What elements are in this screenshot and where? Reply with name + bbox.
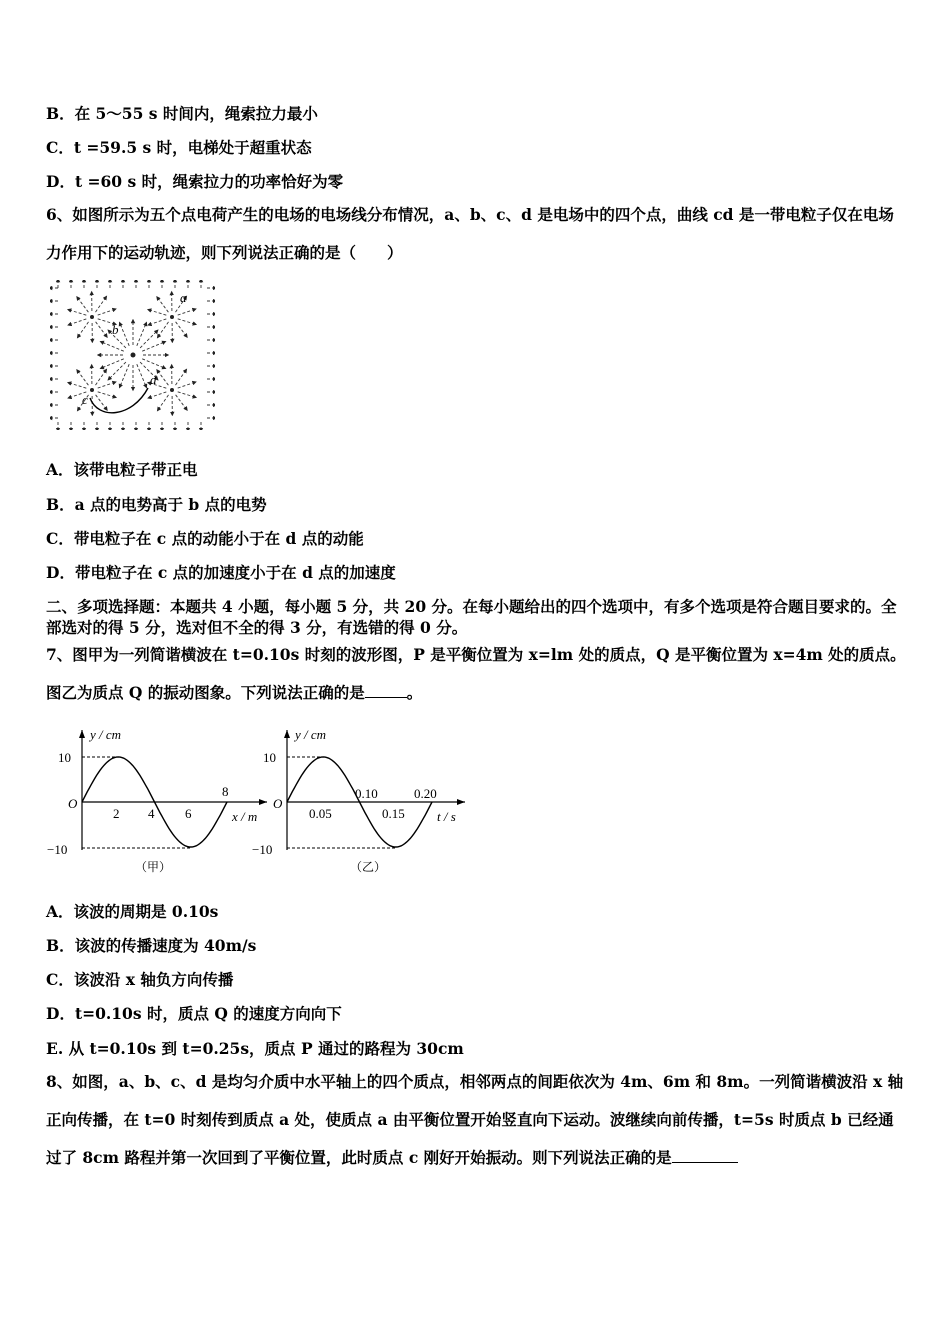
- x-tick-6: 6: [185, 806, 192, 821]
- q7-option-c: C．该波沿 x 轴负方向传播: [46, 970, 234, 989]
- q6-option-d: D．带电粒子在 c 点的加速度小于在 d 点的加速度: [46, 563, 396, 582]
- q6-option-b: B．a 点的电势高于 b 点的电势: [46, 495, 267, 514]
- field-line: [176, 322, 187, 336]
- q6-option-a: A．该带电粒子带正电: [46, 460, 198, 479]
- field-line: [142, 342, 164, 351]
- y-bottom-tick: −10: [252, 842, 273, 857]
- field-line: [176, 370, 186, 385]
- q5-option-c: C．t =59.5 s 时，电梯处于超重状态: [46, 138, 312, 157]
- origin-label: O: [273, 796, 283, 811]
- field-line: [149, 392, 166, 398]
- field-line: [102, 359, 124, 368]
- section2-header: 二、多项选择题：本题共 4 小题，每小题 5 分，共 20 分。在每小题给出的四个选项中，有多个选项是符合题目要求的。全部选对的得 5 分，选对但不全的得 3 分，有选错的得 0 分。: [46, 597, 897, 637]
- field-line: [98, 309, 115, 315]
- field-line: [78, 322, 88, 337]
- vibration-graph-yi: [247, 724, 472, 876]
- field-line: [69, 310, 86, 315]
- caption-yi: （乙）: [350, 860, 387, 874]
- field-line: [102, 342, 124, 351]
- field-line: [158, 371, 169, 385]
- field-line: [96, 395, 107, 409]
- x-tick-4: 4: [148, 806, 155, 821]
- y-top-tick: 10: [263, 750, 276, 765]
- q6-stem: 6、如图所示为五个点电荷产生的电场的电场线分布情况，a、b、c、d 是电场中的四个点，曲线 cd 是一带电粒子仅在电场力作用下的运动轨迹，则下列说法正确的是（ ）: [46, 205, 894, 262]
- x-tick-2: 2: [113, 806, 120, 821]
- y-label: y / cm: [295, 727, 327, 742]
- field-line: [176, 395, 187, 409]
- charge-tl: [90, 315, 94, 319]
- field-line: [178, 319, 195, 324]
- field-line: [140, 331, 157, 348]
- q7-option-b: B．该波的传播速度为 40m/s: [46, 936, 257, 955]
- field-line: [96, 322, 107, 336]
- q8-answer-blank: [672, 1147, 738, 1164]
- y-bottom-tick: −10: [47, 842, 68, 857]
- y-label: y / cm: [90, 727, 122, 742]
- field-line: [142, 359, 164, 368]
- q7-stem: [46, 636, 908, 712]
- field-line: [109, 362, 126, 379]
- field-line: [178, 309, 195, 315]
- t-tick-005: 0.05: [309, 806, 332, 821]
- field-line: [78, 298, 89, 312]
- field-line: [178, 382, 195, 388]
- q5-option-d: D．t =60 s 时，绳索拉力的功率恰好为零: [46, 172, 344, 191]
- caption-jia: （甲）: [135, 860, 172, 874]
- t-tick-020: 0.20: [414, 786, 437, 801]
- field-line: [69, 383, 86, 388]
- charge-tr: [170, 315, 174, 319]
- field-line: [158, 395, 168, 410]
- x-tick-8: 8: [222, 784, 229, 799]
- charge-bl: [90, 388, 94, 392]
- wave-graph-jia: [42, 724, 277, 876]
- field-line: [120, 364, 129, 386]
- q7-stem-end: 。: [406, 683, 423, 702]
- electric-field-figure: [50, 280, 215, 430]
- q7-stem-text: 7、图甲为一列简谐横波在 t=0.10s 时刻的波形图，P 是平衡位置为 x=lm 处的质点，Q 是平衡位置为 x=4m 处的质点。图乙为质点 Q 的振动图象。下列说法正确的是: [46, 645, 906, 702]
- q7-option-a: A．该波的周期是 0.10s: [46, 902, 219, 921]
- t-tick-010: 0.10: [355, 786, 378, 801]
- q7-option-e: E. 从 t=0.10s 到 t=0.25s，质点 P 通过的路程为 30cm: [46, 1039, 464, 1058]
- q6-option-c: C．带电粒子在 c 点的动能小于在 d 点的动能: [46, 529, 364, 548]
- origin-label: O: [68, 796, 78, 811]
- field-line: [137, 324, 146, 346]
- t-label: t / s: [437, 809, 456, 824]
- field-line: [178, 392, 195, 397]
- field-line: [96, 297, 106, 312]
- q7-answer-blank: [365, 682, 407, 699]
- field-line: [120, 324, 129, 346]
- label-b: b: [112, 322, 119, 337]
- q8-stem: [46, 1063, 908, 1177]
- label-a: a: [180, 290, 187, 305]
- field-line: [78, 371, 89, 385]
- field-line: [149, 319, 166, 325]
- field-line: [137, 364, 146, 386]
- field-line: [158, 298, 169, 312]
- y-top-tick: 10: [58, 750, 71, 765]
- label-d: d: [150, 372, 157, 387]
- q8-stem-text: 8、如图，a、b、c、d 是均匀介质中水平轴上的四个质点，相邻两点的间距依次为 4m、6m 和 8m。一列简谐横波沿 x 轴正向传播，在 t=0 时刻传到质点 a 处，使质点 a 由平衡位置开始竖直向下运动。波继续向前传播，t=5s 时质点 b 已经通过了 8cm 路程并第一次回到了平衡位置，此时质点 c 刚好开始振动。则下列说法正确的是: [46, 1072, 904, 1167]
- q7-option-d: D．t=0.10s 时，质点 Q 的速度方向向下: [46, 1004, 342, 1023]
- t-tick-015: 0.15: [382, 806, 405, 821]
- field-line: [69, 319, 86, 325]
- charge-br: [170, 388, 174, 392]
- x-label: x / m: [232, 809, 258, 824]
- field-line: [98, 382, 115, 388]
- field-line: [98, 392, 115, 397]
- q5-option-b: B．在 5～55 s 时间内，绳索拉力最小: [46, 104, 318, 123]
- label-c: c: [82, 392, 88, 407]
- field-line: [96, 370, 106, 385]
- field-line: [158, 322, 168, 337]
- field-line: [149, 310, 166, 315]
- center-charge: [131, 353, 136, 358]
